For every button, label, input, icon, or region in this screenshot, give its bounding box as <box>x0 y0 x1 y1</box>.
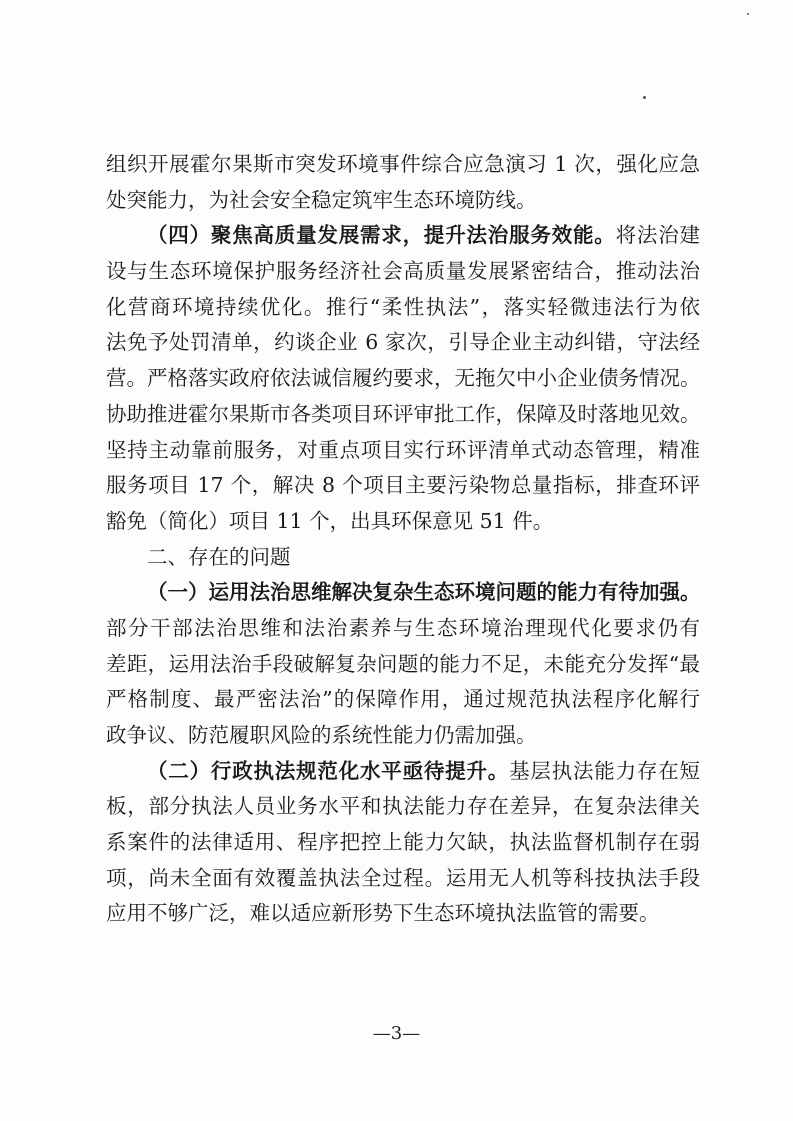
text-line: 板，部分执法人员业务水平和执法能力存在差异，在复杂法律关 <box>106 794 700 819</box>
text-line: 服务项目 17 个，解决 8 个项目主要污染物总量指标，排查环评 <box>106 473 700 498</box>
paragraph-enforcement <box>106 754 700 932</box>
text-line: 严格制度、最严密法治”的保障作用，通过规范执法程序化解行 <box>106 687 700 712</box>
scan-speck <box>643 96 646 99</box>
paragraph-legal-thinking <box>106 575 700 753</box>
section-heading: 二、存在的问题 <box>147 544 291 569</box>
text-line: 系案件的法律适用、程序把控上能力欠缺，执法监督机制存在弱 <box>106 830 700 855</box>
text-line: 政争议、防范履职风险的系统性能力仍需加强。 <box>106 723 537 747</box>
document-body <box>106 147 700 932</box>
text-line: 差距，运用法治手段破解复杂问题的能力不足，未能充分发挥“最 <box>106 651 700 676</box>
text-line: 豁免（简化）项目 11 个，出具环保意见 51 件。 <box>106 508 554 533</box>
paragraph-emergency-drill <box>106 147 700 218</box>
text-run: 将法治建 <box>615 223 701 248</box>
scan-speck <box>747 13 749 15</box>
text-line <box>106 218 700 254</box>
text-line: 项，尚未全面有效覆盖执法全过程。运用无人机等科技执法手段 <box>106 865 700 890</box>
text-line: 设与生态环境保护服务经济社会高质量发展紧密结合，推动法治 <box>106 259 700 284</box>
text-run: 基层执法能力存在短 <box>509 758 701 783</box>
text-line: 法免予处罚清单，约谈企业 6 家次，引导企业主动纠错，守法经 <box>106 330 700 355</box>
text-line: 组织开展霍尔果斯市突发环境事件综合应急演习 1 次，强化应急 <box>106 152 700 176</box>
text-line: 部分干部法治思维和法治素养与生态环境治理现代化要求仍有 <box>106 615 700 640</box>
bold-lead: （一）运用法治思维解决复杂生态环境问题的能力有待加强。 <box>147 580 701 605</box>
text-line: 协助推进霍尔果斯市各类项目环评审批工作，保障及时落地见效。 <box>106 401 701 426</box>
text-line <box>106 575 700 611</box>
text-line: 营。严格落实政府依法诚信履约要求，无拖欠中小企业债务情况。 <box>106 366 701 391</box>
bold-lead: （四）聚焦高质量发展需求，提升法治服务效能。 <box>147 223 616 248</box>
text-line: 坚持主动靠前服务，对重点项目实行环评清单式动态管理，精准 <box>106 437 700 462</box>
text-line <box>106 754 700 790</box>
text-line: 化营商环境持续优化。推行“柔性执法”，落实轻微违法行为依 <box>106 294 700 319</box>
paragraph-legal-service <box>106 218 700 539</box>
text-line: 应用不够广泛，难以适应新形势下生态环境执法监管的需要。 <box>106 901 660 926</box>
text-line: 处突能力，为社会安全稳定筑牢生态环境防线。 <box>106 187 537 212</box>
page-number: —3— <box>372 1023 421 1044</box>
bold-lead: （二）行政执法规范化水平亟待提升。 <box>147 758 510 783</box>
